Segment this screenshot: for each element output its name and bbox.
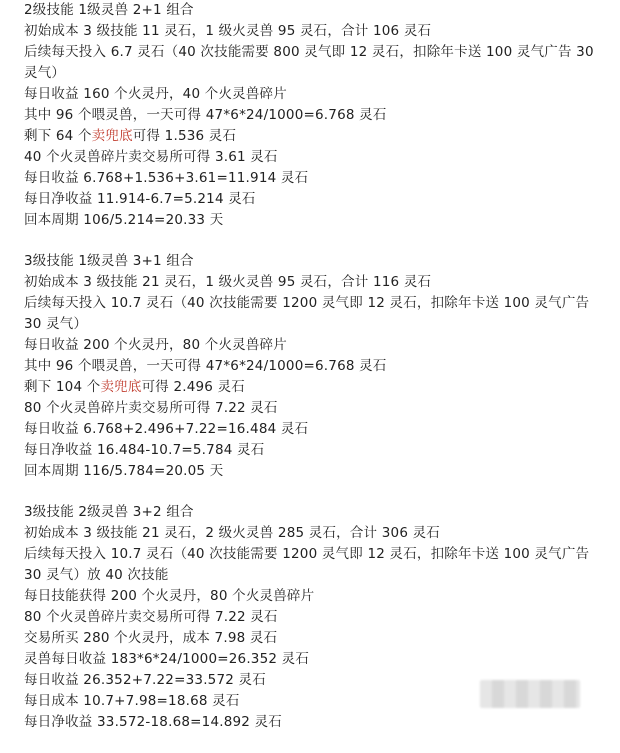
daily-input-line: 后续每天投入 6.7 灵石（40 次技能需要 800 灵气即 12 灵石，扣除年卡送 100 灵气广告 30 灵气） xyxy=(24,44,594,81)
remaining-sell-line: 剩下 64 个卖兜底可得 1.536 灵石 xyxy=(24,128,237,144)
section-title: 3级技能 1级灵兽 3+1 组合 xyxy=(24,253,194,269)
section-title: 3级技能 2级灵兽 3+2 组合 xyxy=(24,504,194,520)
document-body xyxy=(24,0,594,753)
payback-line: 回本周期 106/5.214=20.33 天 xyxy=(24,212,224,228)
daily-cost-line: 每日成本 10.7+7.98=18.68 灵石 xyxy=(24,693,240,709)
daily-income-line: 每日收益 26.352+7.22=33.572 灵石 xyxy=(24,672,266,688)
initial-cost-line: 初始成本 3 级技能 21 灵石，1 级火灵兽 95 灵石，合计 116 灵石 xyxy=(24,274,432,290)
daily-net-line: 每日净收益 11.914-6.7=5.214 灵石 xyxy=(24,191,256,207)
daily-yield-line: 每日收益 160 个火灵丹，40 个火灵兽碎片 xyxy=(24,86,287,102)
fragments-sell-line: 80 个火灵兽碎片卖交易所可得 7.22 灵石 xyxy=(24,400,278,416)
combo-section-3-1 xyxy=(24,251,594,482)
feed-line: 其中 96 个喂灵兽，一天可得 47*6*24/1000=6.768 灵石 xyxy=(24,358,387,374)
daily-skill-yield-line: 每日技能获得 200 个火灵丹，80 个火灵兽碎片 xyxy=(24,588,315,604)
beast-income-line: 灵兽每日收益 183*6*24/1000=26.352 灵石 xyxy=(24,651,310,667)
daily-income-line: 每日收益 6.768+1.536+3.61=11.914 灵石 xyxy=(24,170,309,186)
fragments-sell-line: 40 个火灵兽碎片卖交易所可得 3.61 灵石 xyxy=(24,149,278,165)
highlight-text: 卖兜底 xyxy=(91,128,133,144)
initial-cost-line: 初始成本 3 级技能 21 灵石，2 级火灵兽 285 灵石，合计 306 灵石 xyxy=(24,525,441,541)
daily-income-line: 每日收益 6.768+2.496+7.22=16.484 灵石 xyxy=(24,421,309,437)
daily-input-line: 后续每天投入 10.7 灵石（40 次技能需要 1200 灵气即 12 灵石，扣除年卡送 100 灵气广告 30 灵气） xyxy=(24,295,590,332)
blurred-watermark xyxy=(480,680,580,708)
daily-net-line: 每日净收益 16.484-10.7=5.784 灵石 xyxy=(24,442,265,458)
daily-input-line: 后续每天投入 10.7 灵石（40 次技能需要 1200 灵气即 12 灵石，扣除年卡送 100 灵气广告 30 灵气）放 40 次技能 xyxy=(24,546,590,583)
remaining-sell-line: 剩下 104 个卖兜底可得 2.496 灵石 xyxy=(24,379,245,395)
payback-line: 回本周期 116/5.784=20.05 天 xyxy=(24,463,224,479)
highlight-text: 卖兜底 xyxy=(100,379,142,395)
exchange-buy-line: 交易所买 280 个火灵丹，成本 7.98 灵石 xyxy=(24,630,278,646)
initial-cost-line: 初始成本 3 级技能 11 灵石，1 级火灵兽 95 灵石，合计 106 灵石 xyxy=(24,23,432,39)
section-title: 2级技能 1级灵兽 2+1 组合 xyxy=(24,2,194,18)
daily-net-line: 每日净收益 33.572-18.68=14.892 灵石 xyxy=(24,714,282,730)
feed-line: 其中 96 个喂灵兽，一天可得 47*6*24/1000=6.768 灵石 xyxy=(24,107,387,123)
combo-section-2-1 xyxy=(24,0,594,231)
daily-yield-line: 每日收益 200 个火灵丹，80 个火灵兽碎片 xyxy=(24,337,287,353)
fragments-sell-line: 80 个火灵兽碎片卖交易所可得 7.22 灵石 xyxy=(24,609,278,625)
